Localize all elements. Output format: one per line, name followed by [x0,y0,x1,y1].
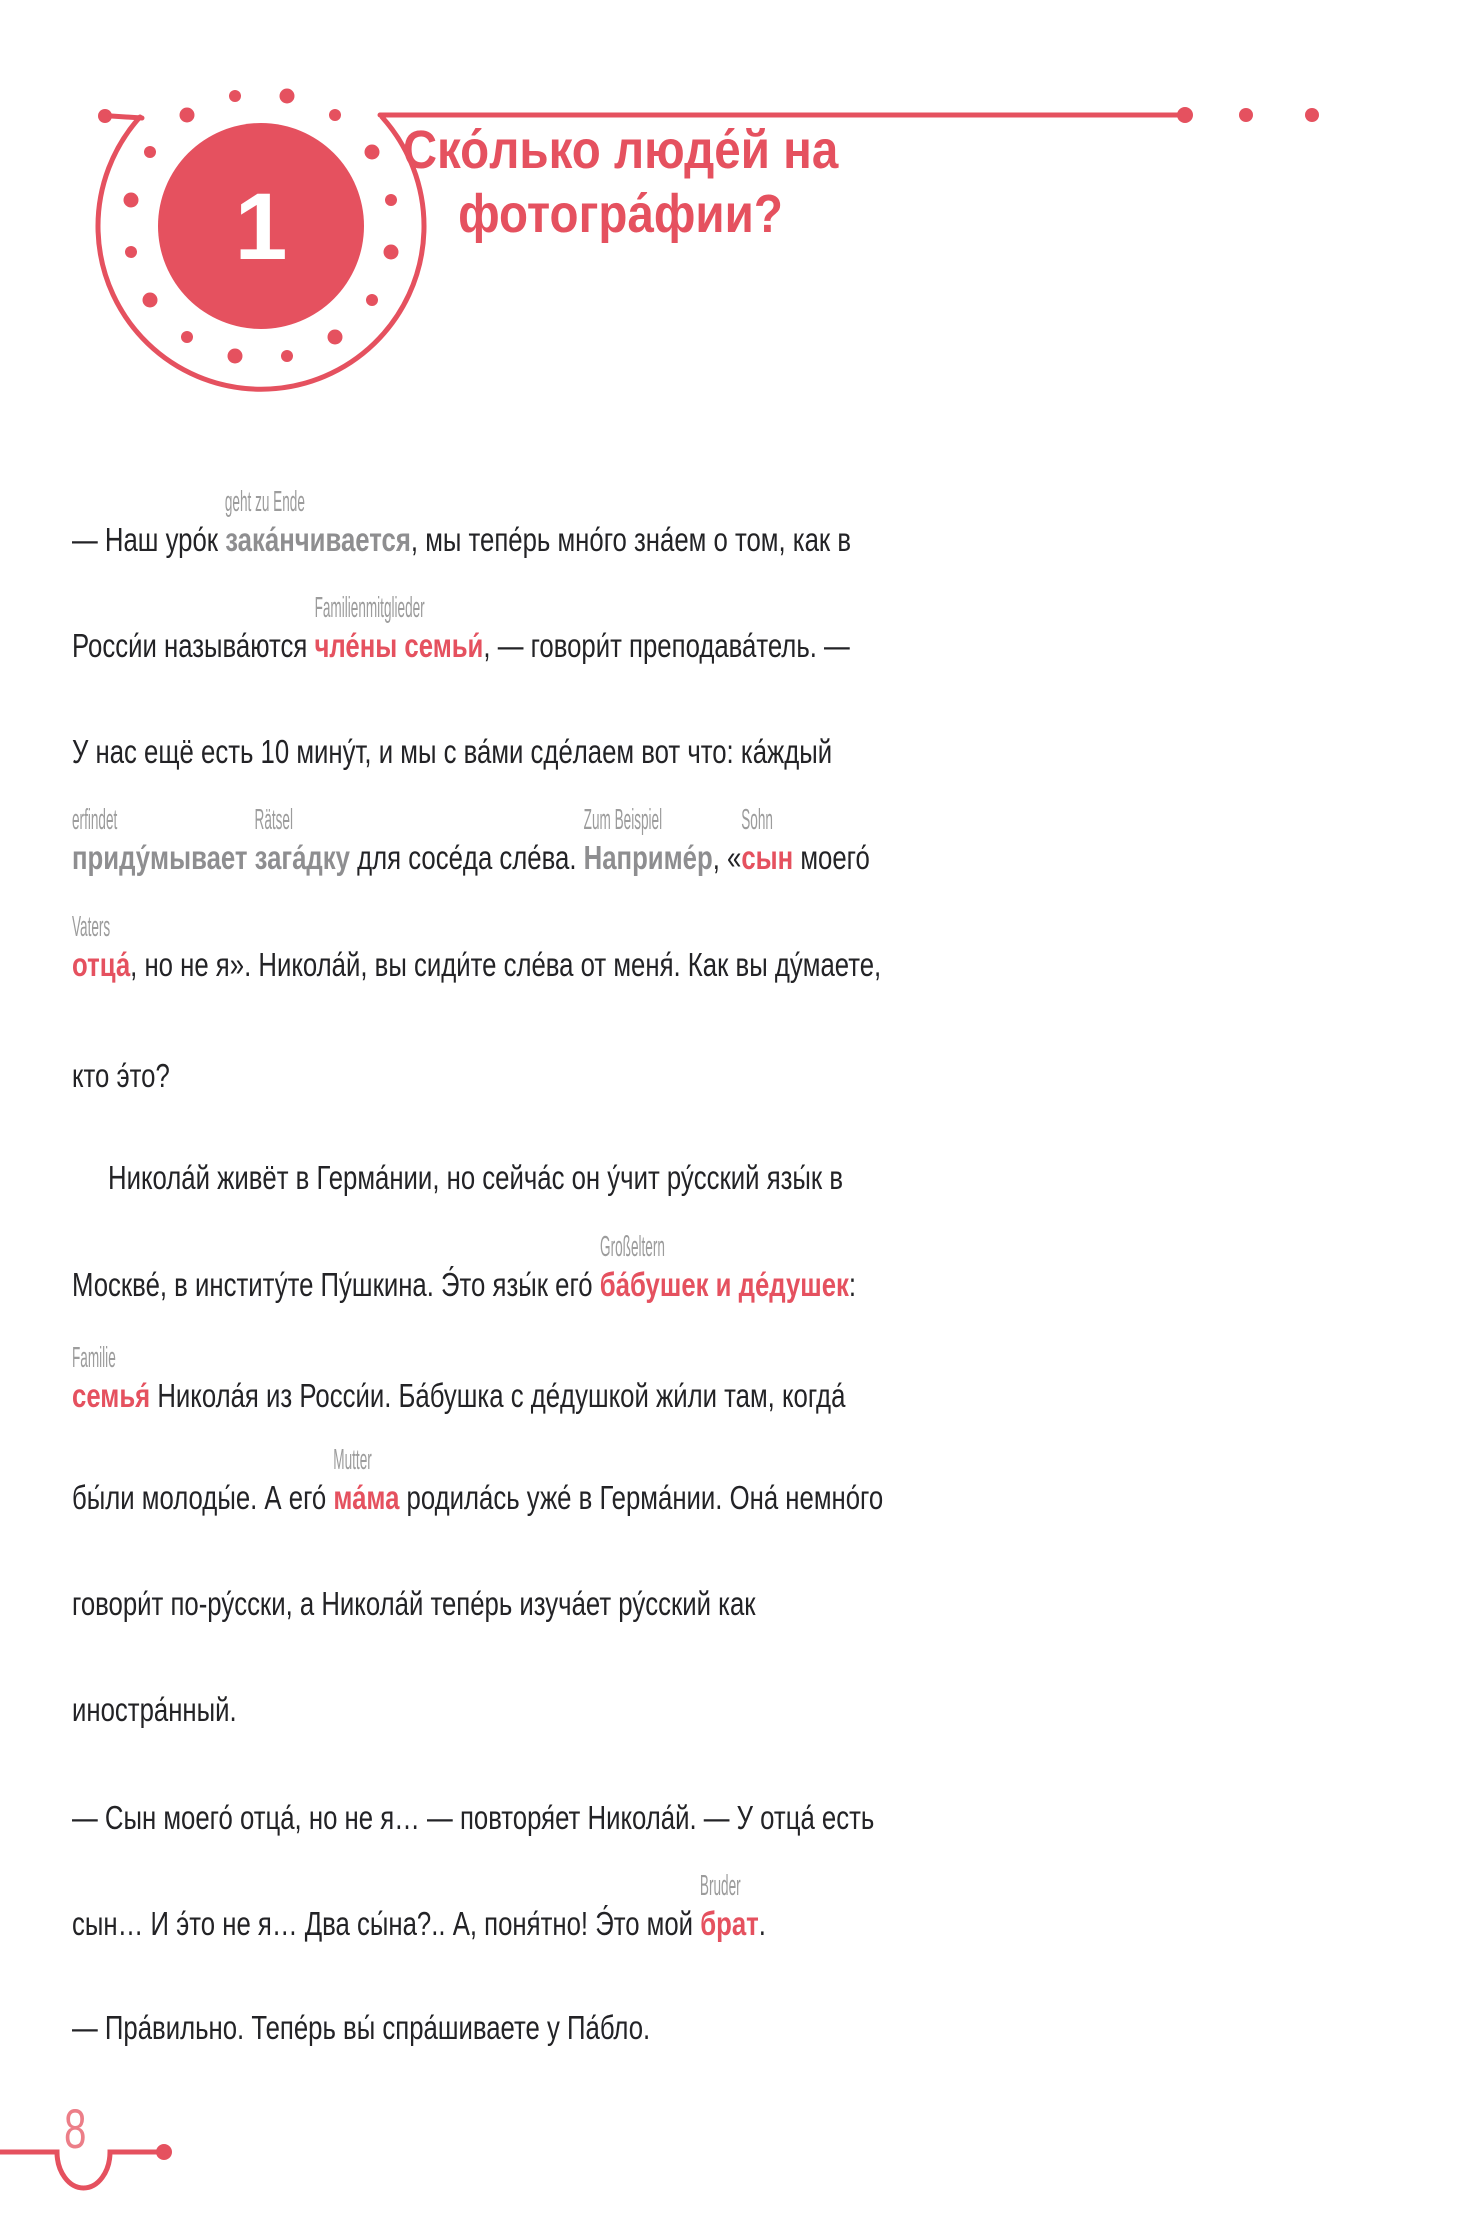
text-line [72,1870,962,1944]
vocab-word-text: зага́дку [254,839,350,876]
vocab-word [741,804,794,876]
chapter-number: 1 [234,174,288,280]
text-segment: , но не я». Никола́й, вы сиди́те сле́ва от меня́. Как вы ду́маете, [130,946,882,983]
vocab-word-text: Наприме́р [583,839,713,876]
german-annotation: Zum Beispiel [583,804,663,836]
rule-end-dot [1177,107,1193,123]
german-annotation: Sohn [741,804,774,836]
vocab-word [583,804,713,876]
vocab-word-text: приду́мывает [72,839,248,876]
header-dot-2 [1239,108,1253,122]
text-segment: , мы тепе́рь мно́го зна́ем о том, как в [410,521,852,558]
text-segment: — Наш уро́к [72,521,226,558]
vocab-word-text: ба́бушек и де́душек [599,1266,849,1303]
text-line [72,1584,948,1624]
vocab-word [314,592,484,664]
german-annotation: erfindet [72,804,118,836]
text-line [72,2008,813,2048]
text-segment: — Сын моего́ отца́, но не я… — повторя́ет Никола́й. — У отца́ есть [72,1799,875,1836]
text-segment: У нас ещё есть 10 мину́т, и мы с ва́ми сде́лаем вот что: ка́ждый [72,733,833,770]
vocab-word-text: зака́нчивается [225,521,411,558]
text-line [72,732,1047,772]
text-segment: родила́сь уже́ в Герма́нии. Она́ немно́го [399,1479,884,1516]
text-segment: Никола́я из Росси́и. Ба́бушка с де́душкой жи́ли там, когда́ [150,1377,846,1414]
text-line [72,1690,283,1730]
text-segment: сын… И э́то не я… Два сы́на?.. А, поня́тно! Э́то мой [72,1905,701,1942]
vocab-word [254,804,350,876]
text-line [72,911,1109,985]
text-line [108,1158,1050,1198]
vocab-word-text: чле́ны семьи́ [314,627,484,664]
footer-end-dot [156,2144,172,2160]
header-dot-3 [1305,108,1319,122]
text-segment: Никола́й живёт в Герма́нии, но сейча́с он у́чит ру́сский язы́к в [108,1159,844,1196]
vocab-word-text: отца́ [72,946,131,983]
german-annotation: Bruder [700,1870,741,1902]
footer-decoration [0,2120,240,2230]
page-title-line-2: фотогра́фии? [457,184,783,244]
text-segment: кто э́то? [72,1057,170,1094]
page-number-text: 8 [64,2097,87,2160]
text-segment: говори́т по-ру́сски, а Никола́й тепе́рь изуча́ет ру́сский как [72,1585,756,1622]
vocab-word [72,1342,151,1414]
text-segment: : [848,1266,857,1303]
text-line [72,592,1069,666]
vocab-word [333,1444,400,1516]
vocab-word-text: ма́ма [333,1479,400,1516]
german-annotation: Familie [72,1342,116,1374]
vocab-word [599,1231,849,1303]
vocab-word [225,486,411,558]
text-line [72,486,1071,560]
vocab-word [72,911,131,983]
vocab-word [72,804,248,876]
text-segment: . [758,1905,766,1942]
vocab-word [700,1870,759,1942]
vocab-word-text: брат [700,1905,759,1942]
german-annotation: Vaters [72,911,111,943]
page-title-line-1: Ско́лько люде́й на [402,120,838,180]
text-segment: моего́ [793,839,870,876]
text-line [72,804,1095,878]
vocab-word-text: сын [741,839,794,876]
text-segment: , « [712,839,742,876]
text-segment: Москве́, в институ́те Пу́шкина. Э́то язы́к его́ [72,1266,600,1303]
page-title [330,118,910,246]
text-segment: бы́ли молоды́е. А его́ [72,1479,334,1516]
text-segment: — Пра́вильно. Тепе́рь вы́ спра́шиваете у Па́бло. [72,2009,651,2046]
text-line [72,1342,1064,1416]
vocab-word-text: семья́ [72,1377,151,1414]
text-segment: , — говори́т преподава́тель. — [483,627,850,664]
german-annotation: Mutter [333,1444,372,1476]
german-annotation: Rätsel [254,804,294,836]
footer-rule-line [0,2152,160,2188]
text-segment: иностра́нный. [72,1691,237,1728]
text-line [72,1056,197,1096]
text-line [72,1798,1101,1838]
german-annotation: Familienmitglieder [314,592,425,624]
german-annotation: Großeltern [599,1231,665,1263]
text-segment: для сосе́да сле́ва. [349,839,584,876]
text-line [72,1444,1112,1518]
german-annotation: geht zu Ende [225,486,306,518]
text-segment: Росси́и называ́ются [72,627,315,664]
text-line [72,1231,1077,1305]
